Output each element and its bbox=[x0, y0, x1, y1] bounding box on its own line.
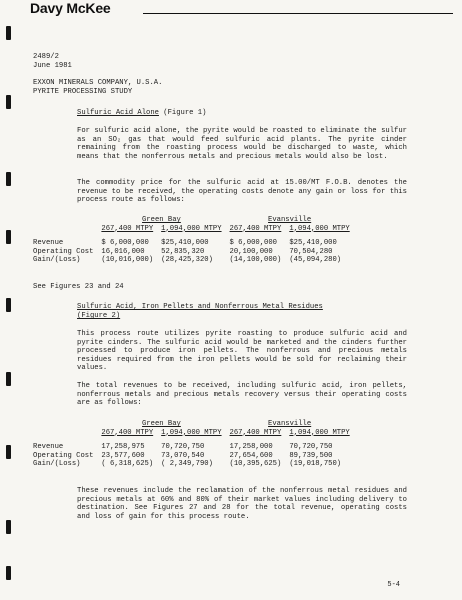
table-cell: 70,720,750 bbox=[289, 443, 333, 452]
binder-hole bbox=[6, 95, 11, 109]
table-group-header: Green Bay bbox=[142, 420, 181, 428]
section1-figure-note: See Figures 23 and 24 bbox=[33, 283, 124, 291]
table-row bbox=[33, 239, 354, 248]
binder-hole bbox=[6, 172, 11, 186]
binder-hole bbox=[6, 230, 11, 244]
table-row bbox=[33, 443, 354, 452]
section1-table bbox=[33, 216, 354, 265]
table-cell: ( 2,349,790) bbox=[161, 460, 213, 469]
table-row bbox=[33, 248, 354, 257]
study-title: PYRITE PROCESSING STUDY bbox=[33, 88, 133, 96]
table-cell: 17,258,975 bbox=[101, 443, 145, 452]
row-label: Gain/(Loss) bbox=[33, 256, 81, 265]
table-cell: (14,100,000) bbox=[229, 256, 282, 265]
company-logo: Davy McKee bbox=[30, 0, 111, 16]
table-cell: 52,835,320 bbox=[161, 247, 205, 256]
table-row bbox=[33, 460, 354, 469]
table-subheader: 1,094,000 MTPY bbox=[161, 428, 222, 437]
row-label: Gain/(Loss) bbox=[33, 460, 81, 469]
section2-figure-ref: (Figure 2) bbox=[77, 312, 121, 320]
row-label: Revenue bbox=[33, 239, 64, 248]
row-label: Operating Cost bbox=[33, 247, 94, 256]
table-cell: (45,094,280) bbox=[289, 256, 342, 265]
table-cell: 17,258,000 bbox=[229, 443, 273, 452]
table-cell: (28,425,320) bbox=[161, 256, 213, 265]
table-group-header: Green Bay bbox=[142, 216, 181, 224]
client-name: EXXON MINERALS COMPANY, U.S.A. bbox=[33, 79, 163, 87]
binder-hole bbox=[6, 520, 11, 534]
table-cell: ( 6,318,625) bbox=[101, 460, 154, 469]
table-cell: $ 6,000,000 bbox=[229, 239, 277, 248]
table-cell: $25,410,000 bbox=[289, 239, 337, 248]
binder-hole bbox=[6, 372, 11, 386]
row-label: Operating Cost bbox=[33, 451, 94, 460]
table-subheader: 1,094,000 MTPY bbox=[289, 224, 350, 233]
table-cell: $25,410,000 bbox=[161, 239, 209, 248]
report-date: June 1981 bbox=[33, 62, 72, 70]
table-subheader: 267,400 MTPY bbox=[229, 224, 282, 233]
table-cell: 20,100,000 bbox=[229, 247, 273, 256]
table-cell: 23,577,600 bbox=[101, 451, 145, 460]
table-cell: 70,504,280 bbox=[289, 247, 333, 256]
table-cell: (10,395,625) bbox=[229, 460, 282, 469]
table-subheader: 267,400 MTPY bbox=[101, 224, 154, 233]
table-cell: 16,016,000 bbox=[101, 247, 145, 256]
section2-title: Sulfuric Acid, Iron Pellets and Nonferrous Metal Residues bbox=[77, 303, 323, 311]
table-subheader: 1,094,000 MTPY bbox=[289, 428, 350, 437]
table-subheader: 267,400 MTPY bbox=[101, 428, 154, 437]
table-subheader: 1,094,000 MTPY bbox=[161, 224, 222, 233]
table-row bbox=[33, 452, 354, 461]
table-cell: (19,018,750) bbox=[289, 460, 342, 469]
table-subheader: 267,400 MTPY bbox=[229, 428, 282, 437]
section1-paragraph-1: For sulfuric acid alone, the pyrite would be roasted to eliminate the sulfur as an SO₂ gas that would feed sulfuric acid plants. The pyrite cinder remaining from the roasting process would be discharged to waste, which means that the nonferrous metals and precious metals would also be lost. bbox=[77, 127, 407, 161]
report-reference: 2489/2 bbox=[33, 53, 59, 61]
table-cell: 27,654,600 bbox=[229, 451, 273, 460]
table-group-header: Evansville bbox=[268, 420, 312, 428]
row-label: Revenue bbox=[33, 443, 64, 452]
table-cell: 89,739,500 bbox=[289, 451, 333, 460]
section2-paragraph-2: The total revenues to be received, including sulfuric acid, iron pellets, nonferrous metals and precious metals recovery versus their operating costs are as follows: bbox=[77, 382, 407, 408]
section2-table bbox=[33, 420, 354, 469]
header-rule bbox=[143, 13, 453, 14]
section2-paragraph-3: These revenues include the reclamation of the nonferrous metal residues and precious metals at 60% and 80% of their market values including delivery to destination. See Figures 27 and 28 for the total revenue, operating costs and loss of gain for this process route. bbox=[77, 487, 407, 521]
binder-hole bbox=[6, 445, 11, 459]
letterhead bbox=[28, 0, 453, 24]
table-cell: $ 6,000,000 bbox=[101, 239, 149, 248]
section1-title: Sulfuric Acid Alone bbox=[77, 109, 159, 117]
section1-figure-ref: (Figure 1) bbox=[163, 109, 207, 117]
table-row bbox=[33, 256, 354, 265]
section1-paragraph-2: The commodity price for the sulfuric acid at 15.00/MT F.O.B. denotes the revenue to be received, the operating costs denote any gain or loss for this process route as follows: bbox=[77, 179, 407, 205]
table-group-header: Evansville bbox=[268, 216, 312, 224]
binder-hole bbox=[6, 298, 11, 312]
section2-paragraph-1: This process route utilizes pyrite roasting to produce sulfuric acid and pyrite cinders. The sulfuric acid would be marketed and the cinders further processed to produce iron pellets. The nonferrous and precious metals residues required from the iron pellets would be sold for reclaiming their values. bbox=[77, 330, 407, 373]
table-cell: (10,016,000) bbox=[101, 256, 154, 265]
table-cell: 73,070,540 bbox=[161, 451, 205, 460]
binder-hole bbox=[6, 566, 11, 580]
section1-heading bbox=[77, 109, 206, 118]
page-number: 5-4 bbox=[387, 581, 400, 589]
binder-hole bbox=[6, 26, 11, 40]
table-cell: 70,720,750 bbox=[161, 443, 205, 452]
